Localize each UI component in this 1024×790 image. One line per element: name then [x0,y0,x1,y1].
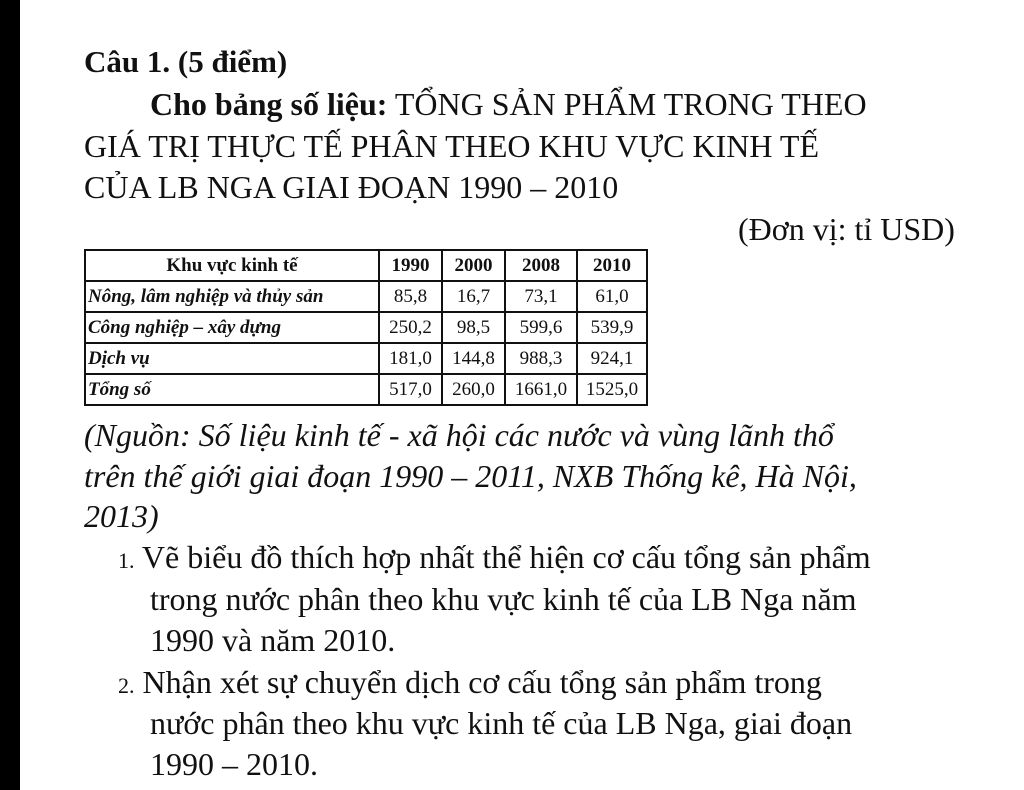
table-row [85,281,647,312]
table-cell: 85,8 [379,281,442,312]
table-header-row [85,250,647,281]
table-header: Khu vực kinh tế [85,250,379,281]
intro-line-1 [150,86,867,123]
table-cell: 98,5 [442,312,505,343]
table-cell: 988,3 [505,343,577,374]
task-1-text-1: Vẽ biểu đồ thích hợp nhất thể hiện cơ cấu tổng sản phẩm [141,539,871,575]
table-cell: 16,7 [442,281,505,312]
task-2-line-3: 1990 – 2010. [150,746,318,782]
table-cell: 144,8 [442,343,505,374]
question-title: Câu 1. (5 điểm) [84,44,288,79]
left-dark-edge [0,0,20,790]
row-label: Nông, lâm nghiệp và thủy sản [85,281,379,312]
table-header: 2000 [442,250,505,281]
task-2-line-2: nước phân theo khu vực kinh tế của LB Nga, giai đoạn [150,705,853,741]
row-label: Dịch vụ [85,343,379,374]
table-cell: 73,1 [505,281,577,312]
task-1-line-2: trong nước phân theo khu vực kinh tế của LB Nga năm [150,581,857,617]
table-row [85,312,647,343]
task-2-number: 2. [118,673,135,698]
task-2-line-1 [118,664,822,701]
row-label: Tổng số [85,374,379,405]
table-cell: 260,0 [442,374,505,405]
table-header: 2010 [577,250,647,281]
unit-note: (Đơn vị: tỉ USD) [738,211,955,247]
table-cell: 599,6 [505,312,577,343]
table-cell: 61,0 [577,281,647,312]
task-2-text-1: Nhận xét sự chuyển dịch cơ cấu tổng sản phẩm trong [142,664,822,700]
source-line-1: (Nguồn: Số liệu kinh tế - xã hội các nước và vùng lãnh thổ [84,417,834,453]
intro-lead: Cho bảng số liệu: [150,86,388,122]
data-table [84,249,648,406]
intro-line-1-rest: TỔNG SẢN PHẨM TRONG THEO [387,86,867,122]
table-row [85,374,647,405]
table-header: 1990 [379,250,442,281]
source-line-3: 2013) [84,498,159,534]
source-line-2: trên thế giới giai đoạn 1990 – 2011, NXB Thống kê, Hà Nội, [84,458,857,494]
table-cell: 181,0 [379,343,442,374]
table-row [85,343,647,374]
task-1-line-3: 1990 và năm 2010. [150,622,396,658]
intro-line-2: GIÁ TRỊ THỰC TẾ PHÂN THEO KHU VỰC KINH TẾ [84,128,819,164]
row-label: Công nghiệp – xây dựng [85,312,379,343]
task-1-line-1 [118,539,871,576]
table-cell: 924,1 [577,343,647,374]
table-cell: 250,2 [379,312,442,343]
table-cell: 1661,0 [505,374,577,405]
table-cell: 517,0 [379,374,442,405]
task-1-number: 1. [118,548,135,573]
table-cell: 539,9 [577,312,647,343]
table-cell: 1525,0 [577,374,647,405]
intro-line-3: CỦA LB NGA GIAI ĐOẠN 1990 – 2010 [84,169,619,205]
table-header: 2008 [505,250,577,281]
